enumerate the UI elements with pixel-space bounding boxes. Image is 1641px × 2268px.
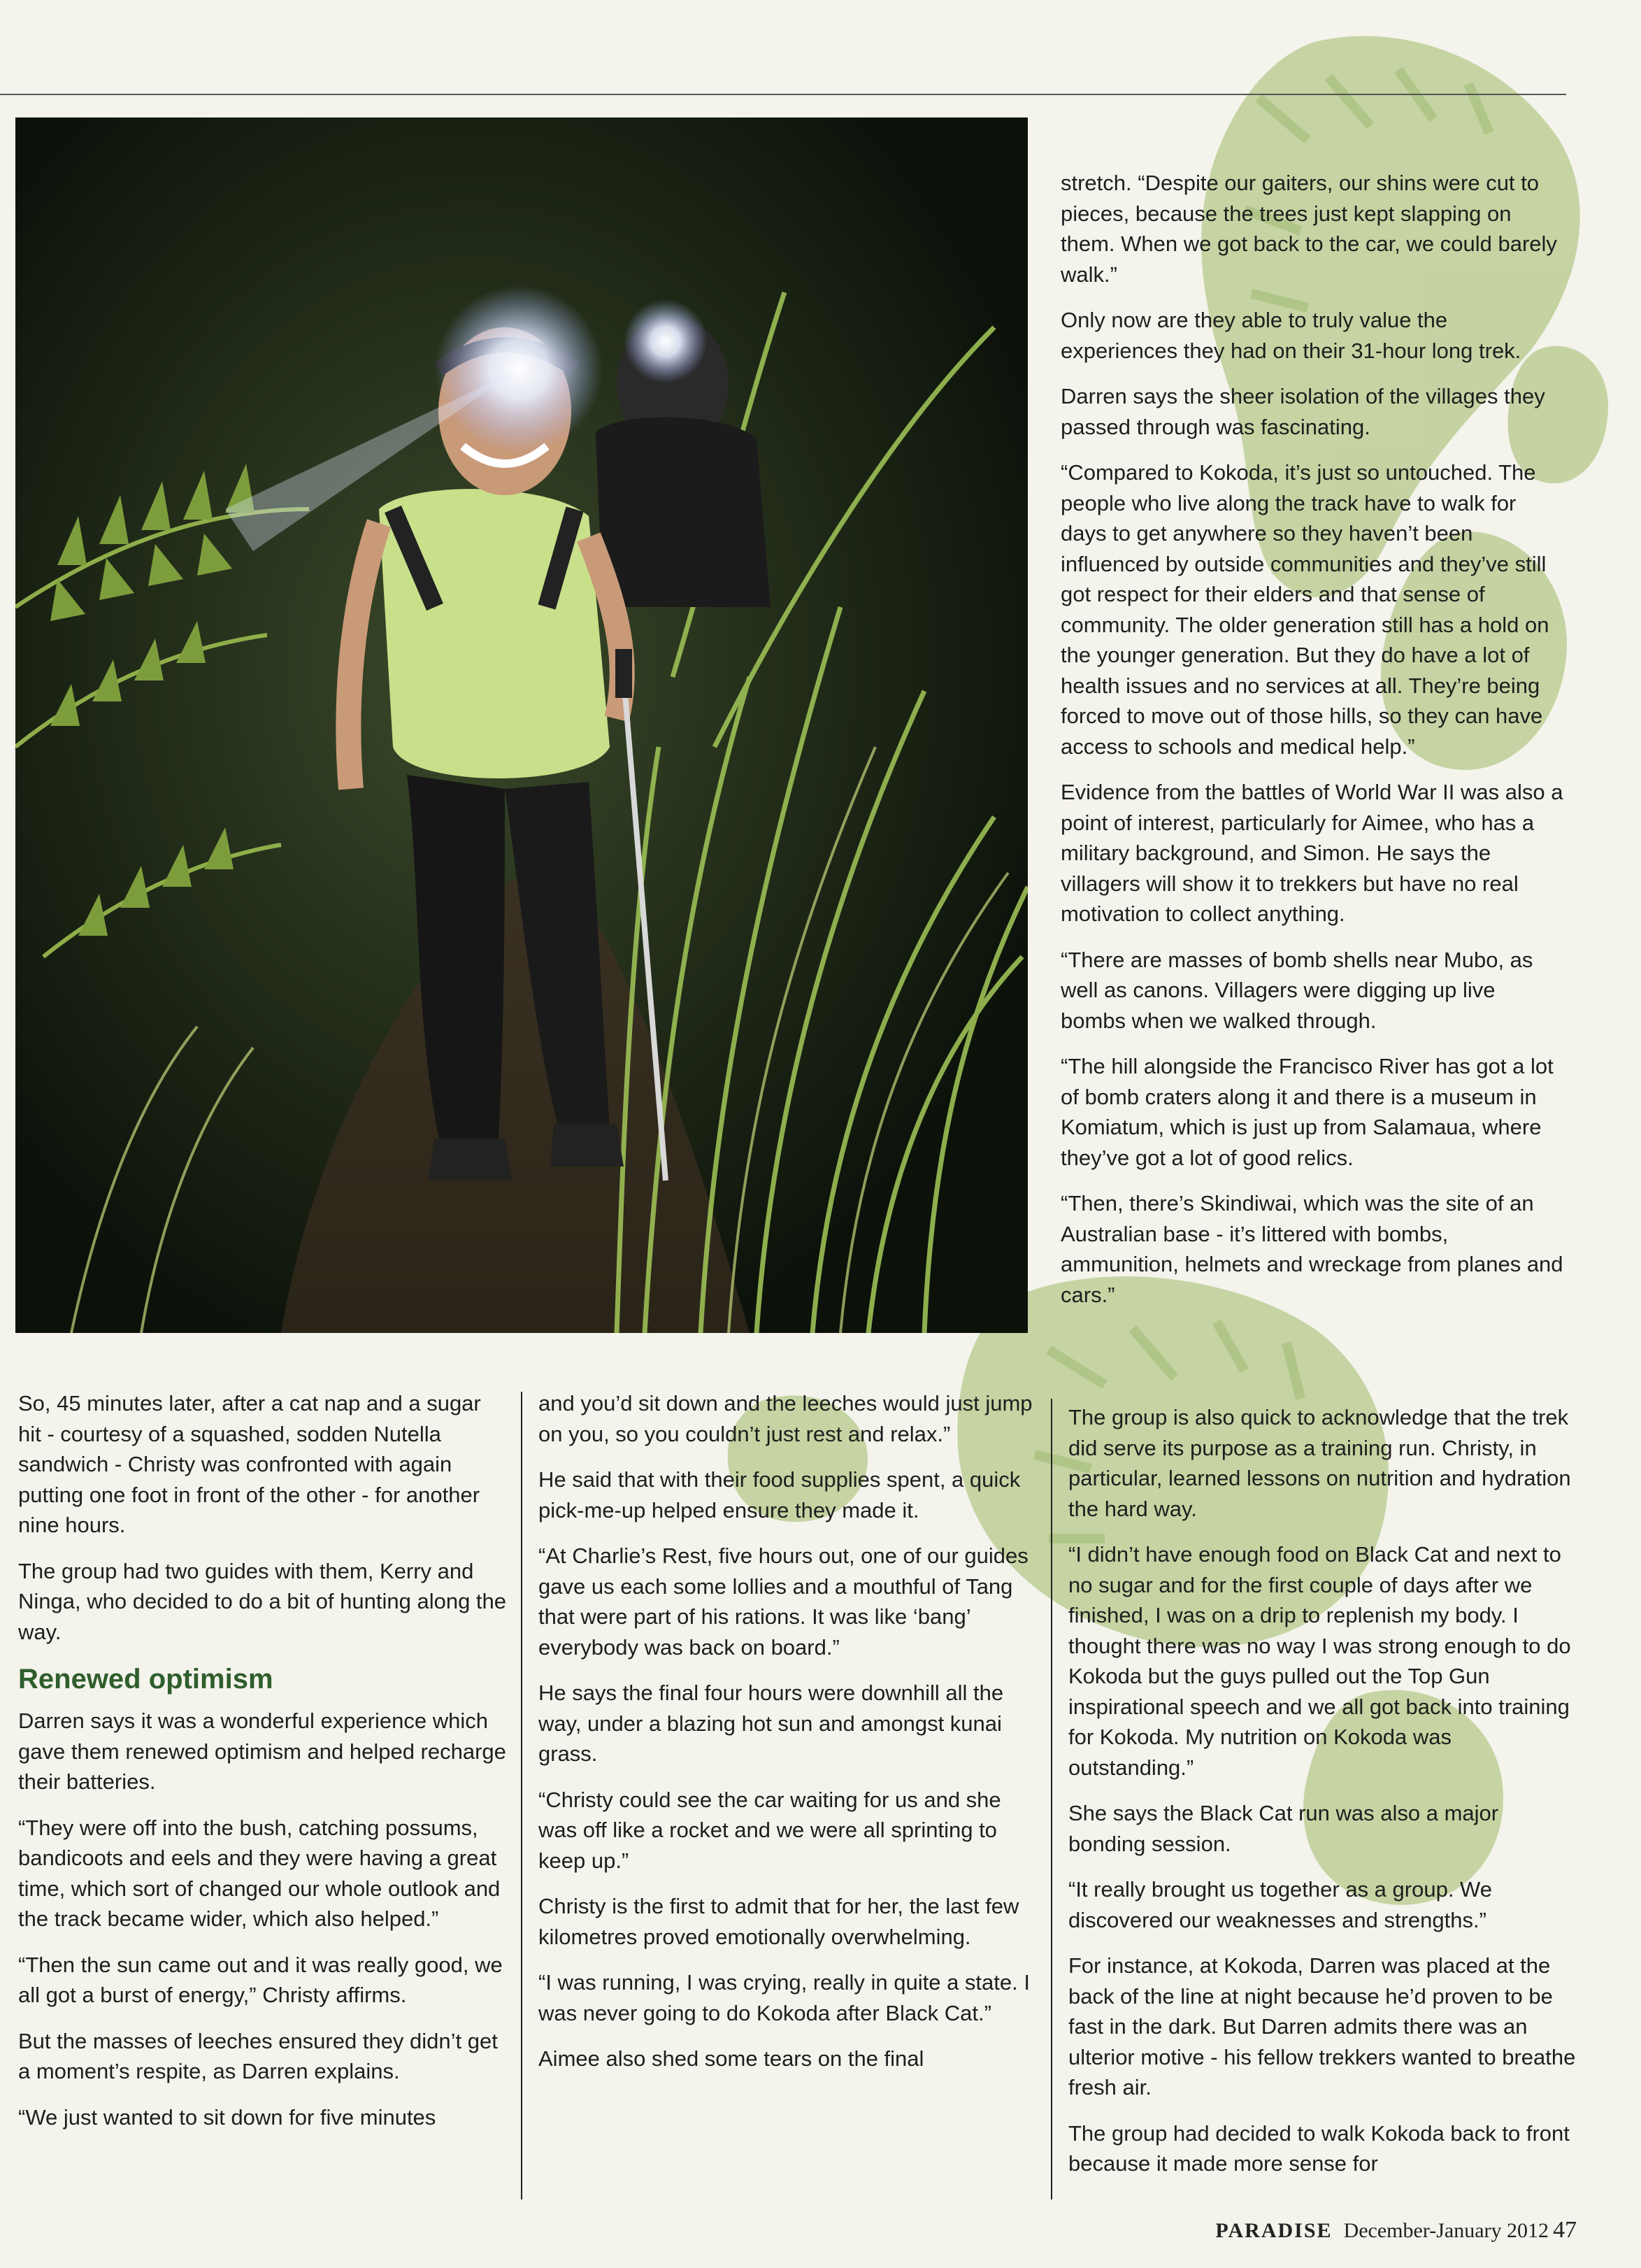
paragraph: But the masses of leeches ensured they didn’t get a moment’s respite, as Darren explains. — [18, 2028, 498, 2083]
paragraph: Aimee also shed some tears on the final — [538, 2046, 924, 2071]
paragraph: The group had two guides with them, Kerry and Ninga, who decided to do a bit of hunting along the way. — [18, 1558, 507, 1644]
paragraph: She says the Black Cat run was also a major bonding session. — [1068, 1801, 1499, 1856]
column-right-lower — [1068, 1402, 1579, 2195]
paragraph: “At Charlie’s Rest, five hours out, one of our guides gave us each some lollies and a mouthful of Tang that were part of his rations. It was like ‘bang’ everybody was back on board.” — [538, 1543, 1029, 1660]
paragraph: “I didn’t have enough food on Black Cat and next to no sugar and for the first couple of days after we finished, I was on a drip to replenish my body. I thought there was no way I was strong enough to do Kokoda but the guys pulled out the Top Gun inspirational speech and we all got back into training for Kokoda. My nutrition on Kokoda was outstanding.” — [1068, 1542, 1571, 1780]
paragraph: He says the final four hours were downhill all the way, under a blazing hot sun and amongst kunai grass. — [538, 1681, 1004, 1766]
column-right-upper — [1061, 168, 1564, 1325]
column-middle — [538, 1388, 1035, 2090]
column-divider — [521, 1392, 522, 2199]
paragraph: “Compared to Kokoda, it’s just so untouched. The people who live along the track have to walk for days to get anywhere so they haven’t been influenced by outside communities and they’ve still got respect for their elders and that sense of community. The older generation still has a hold on the younger generation. But they do have a lot of health issues and no services at all. They’re being forced to move out of those hills, so they can have access to schools and medical help.” — [1061, 460, 1549, 759]
paragraph: “Then, there’s Skindiwai, which was the site of an Australian base - it’s littered with bombs, ammunition, helmets and wreckage from planes and cars.” — [1061, 1191, 1563, 1307]
paragraph: For instance, at Kokoda, Darren was placed at the back of the line at night because he’d proven to be fast in the dark. But Darren admits there was an ulterior motive - his fellow trekkers wanted to breathe fresh air. — [1068, 1953, 1576, 2099]
paragraph: Christy is the first to admit that for her, the last few kilometres proved emotionally overwhelming. — [538, 1894, 1019, 1949]
magazine-name: PARADISE — [1215, 2219, 1333, 2242]
paragraph: “It really brought us together as a group. We discovered our weaknesses and strengths.” — [1068, 1877, 1492, 1932]
paragraph: “Then the sun came out and it was really good, we all got a burst of energy,” Christy affirms. — [18, 1952, 503, 2007]
paragraph: Darren says the sheer isolation of the villages they passed through was fascinating. — [1061, 384, 1545, 439]
paragraph: So, 45 minutes later, after a cat nap and a sugar hit - courtesy of a squashed, sodden Nutella sandwich - Christy was confronted with again putting one foot in front of the other - for another nine hours. — [18, 1391, 481, 1537]
paragraph: Only now are they able to truly value the experiences they had on their 31-hour long trek. — [1061, 308, 1521, 363]
paragraph: Darren says it was a wonderful experience which gave them renewed optimism and helped recharge their batteries. — [18, 1709, 506, 1794]
issue-date: December-January 2012 — [1343, 2219, 1549, 2242]
top-rule — [0, 94, 1566, 95]
page-number: 47 — [1553, 2217, 1577, 2243]
paragraph: The group is also quick to acknowledge that the trek did serve its purpose as a training run. Christy, in particular, learned lessons on nutrition and hydration the hard way. — [1068, 1405, 1571, 1521]
paragraph: “There are masses of bomb shells near Mubo, as well as canons. Villagers were digging up live bombs when we walked through. — [1061, 947, 1533, 1033]
paragraph: “I was running, I was crying, really in quite a state. I was never going to do Kokoda after Black Cat.” — [538, 1970, 1030, 2025]
paragraph: stretch. “Despite our gaiters, our shins were cut to pieces, because the trees just kept slapping on them. When we got back to the car, we could barely walk.” — [1061, 171, 1557, 287]
section-heading: Renewed optimism — [18, 1664, 273, 1695]
paragraph: Evidence from the battles of World War II was also a point of interest, particularly for Aimee, who has a military background, and Simon. He says the villagers will show it to trekkers but have no real motivation to collect anything. — [1061, 780, 1563, 926]
paragraph: The group had decided to walk Kokoda back to front because it made more sense for — [1068, 2120, 1570, 2176]
paragraph: “The hill alongside the Francisco River has got a lot of bomb craters along it and there is a museum in Komiatum, which is just up from Salamaua, where they’ve got a lot of good relics. — [1061, 1054, 1554, 1170]
hiker-photo — [15, 117, 1028, 1333]
column-left — [18, 1388, 508, 2148]
paragraph: “We just wanted to sit down for five minutes — [18, 2104, 436, 2130]
paragraph: He said that with their food supplies spent, a quick pick-me-up helped ensure they made it. — [538, 1467, 1021, 1522]
page-footer — [1215, 2217, 1577, 2244]
paragraph: “Christy could see the car waiting for us and she was off like a rocket and we were all sprinting to keep up.” — [538, 1787, 1001, 1873]
paragraph: and you’d sit down and the leeches would just jump on you, so you couldn’t just rest and relax.” — [538, 1391, 1033, 1446]
column-divider — [1051, 1399, 1052, 2199]
paragraph: “They were off into the bush, catching possums, bandicoots and eels and they were having a great time, which sort of changed our whole outlook and the track became wider, which also helped.” — [18, 1815, 501, 1931]
